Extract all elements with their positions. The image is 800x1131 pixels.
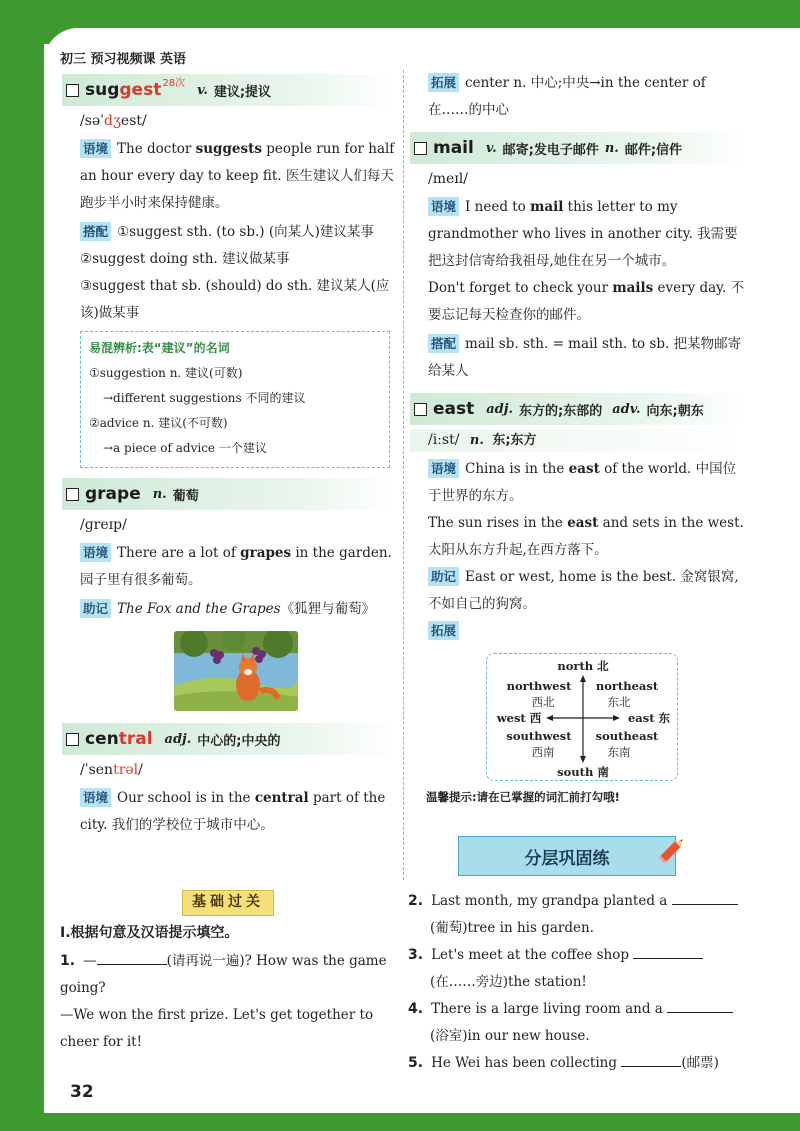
answer-blank-2[interactable] [672, 889, 738, 905]
memo-tag: 助记 [428, 567, 459, 586]
mastery-checkbox-grape[interactable] [66, 488, 79, 501]
reminder-note: 温馨提示:请在已掌握的词汇前打勾哦! [426, 790, 620, 804]
question-2: 2. Last month, my grandpa planted a (葡萄)tree in his garden. [408, 888, 738, 942]
collocation-tag: 搭配 [428, 334, 459, 353]
entry-central-header [62, 723, 396, 755]
collocation-line: ③suggest that sb. (should) do sth. 建议某人(应该)做某事 [80, 278, 390, 321]
compass-south: south 南 [557, 765, 609, 779]
meaning: 葡萄 [172, 488, 199, 504]
context-mail-2: Don't forget to check your mails every day. 不要忘记每天检查你的邮件。 [428, 280, 745, 323]
compass-southeast: southeast [595, 729, 659, 743]
headword-mail: mail [433, 138, 474, 158]
collocation-line: ②suggest doing sth. 建议做某事 [80, 251, 290, 267]
compass-southeast-cn: 东南 [607, 745, 631, 759]
mastery-checkbox-mail[interactable] [414, 142, 427, 155]
context-mail-1: 语境 I need to mail this letter to my grandmother who lives in another city. 我需要把这封信寄给我祖母,她住在另一个城市。 [428, 199, 738, 269]
meaning: 邮寄;发电子邮件 [502, 142, 599, 158]
context-tag: 语境 [80, 543, 111, 562]
level-badge: 基础过关 [182, 890, 274, 916]
phonetic-central: /ˈsentrəl/ [80, 762, 143, 778]
meaning: 中心的;中央的 [197, 733, 281, 749]
memo-east: 助记 East or west, home is the best. 金窝银窝,不如自己的狗窝。 [428, 569, 739, 612]
compass-southwest-cn: 西南 [531, 745, 555, 759]
headword-central: central [85, 729, 153, 749]
mastery-checkbox-central[interactable] [66, 733, 79, 746]
extend-tag: 拓展 [428, 621, 459, 640]
phonetic-suggest: /səˈdʒest/ [80, 113, 147, 129]
mastery-checkbox-suggest[interactable] [66, 84, 79, 97]
compass-northeast: northeast [595, 679, 659, 693]
tip-line: →different suggestions 不同的建议 [103, 391, 306, 405]
compass-northeast-cn: 东北 [607, 695, 631, 709]
collocation-suggest: 搭配 ①suggest sth. (to sb.) (向某人)建议某事 [62, 219, 396, 246]
phonetic-grape: /ɡreɪp/ [80, 517, 127, 533]
answer-blank-3[interactable] [633, 943, 703, 959]
tip-line: ②advice n. 建议(不可数) [89, 416, 228, 430]
question-5: 5. He Wei has been collecting (邮票) [408, 1050, 738, 1077]
context-east-1: 语境 China is in the east of the world. 中国位于世界的东方。 [428, 461, 737, 504]
compass-diagram [486, 653, 678, 781]
context-tag: 语境 [428, 459, 459, 478]
part-of-speech: v. [485, 140, 497, 156]
answer-blank-5[interactable] [621, 1051, 681, 1067]
meaning: 邮件;信件 [624, 142, 683, 158]
entry-grape-header [62, 478, 396, 510]
left-column [62, 74, 396, 839]
meaning: 建议;提议 [213, 84, 272, 100]
context-suggest: 语境 The doctor suggests people run for half an hour every day to keep fit. 医生建议人们每天跑步半小时来保持健康。 [80, 141, 395, 211]
collocation-mail: 搭配 mail sb. sth. = mail sth. to sb. 把某物邮寄给某人 [428, 336, 742, 379]
tip-title: 易混辨析:表“建议”的名词 [89, 341, 230, 355]
compass-west: west 西 [496, 711, 542, 725]
answer-blank-4[interactable] [667, 997, 733, 1013]
tip-line: →a piece of advice 一个建议 [103, 441, 267, 455]
fox-and-grapes-illustration [174, 631, 298, 711]
context-east-2: The sun rises in the east and sets in the west. 太阳从东方升起,在西方落下。 [428, 515, 744, 558]
page-frame-bottom [0, 1113, 800, 1131]
page-number: 32 [70, 1082, 94, 1102]
extend-east [410, 618, 746, 645]
phonetic-east: /iːst/ n. 东;东方 [410, 429, 746, 452]
page-header: 初三 预习视频课 英语 [60, 52, 187, 67]
meaning: 向东;朝东 [646, 403, 704, 419]
question-3: 3. Let's meet at the coffee shop (在……旁边)the station! [408, 942, 738, 996]
column-divider [403, 70, 404, 880]
section-title: Ⅰ.根据句意及汉语提示填空。 [60, 925, 239, 941]
compass-east: east 东 [627, 711, 671, 725]
context-central: 语境 Our school is in the central part of the city. 我们的学校位于城市中心。 [80, 790, 386, 833]
extend-center: 拓展 center n. 中心;中央→in the center of 在……的中心 [428, 75, 706, 118]
tip-line: ①suggestion n. 建议(可数) [89, 366, 243, 380]
part-of-speech: adj. [486, 401, 513, 417]
memo-tag: 助记 [80, 599, 111, 618]
context-tag: 语境 [428, 197, 459, 216]
question-1: 1. — (请再说一遍)? How was the game going? —We won the first prize. Let's get together to cheer for it! [60, 948, 392, 1056]
headword-suggest: suggest [85, 80, 162, 100]
memo-grape: 助记 The Fox and the Grapes《狐狸与葡萄》 [62, 596, 396, 623]
part-of-speech: n. [152, 486, 167, 502]
context-tag: 语境 [80, 788, 111, 807]
compass-northwest-cn: 西北 [531, 695, 555, 709]
context-tag: 语境 [80, 139, 111, 158]
frequency-badge: 28次 [162, 77, 186, 89]
answer-blank-1[interactable] [97, 949, 167, 965]
part-of-speech: v. [197, 82, 208, 98]
meaning: 东方的;东部的 [519, 403, 603, 419]
entry-east-header [410, 393, 746, 425]
right-column [410, 70, 746, 805]
part-of-speech: adv. [612, 401, 641, 417]
compass-southwest: southwest [506, 729, 572, 743]
context-grape: 语境 There are a lot of grapes in the garden. 园子里有很多葡萄。 [80, 545, 392, 588]
compass-northwest: northwest [506, 679, 572, 693]
phonetic-mail: /meɪl/ [428, 171, 468, 187]
part-of-speech: n. [604, 140, 619, 156]
headword-grape: grape [85, 484, 141, 504]
entry-suggest-header [62, 74, 396, 106]
entry-mail-header [410, 132, 746, 164]
pencil-icon [654, 832, 690, 868]
collocation-tag: 搭配 [80, 222, 111, 241]
page-frame-left [0, 0, 44, 1131]
headword-east: east [433, 399, 475, 419]
question-4: 4. There is a large living room and a (浴室)in our new house. [408, 996, 738, 1050]
compass-north: north 北 [557, 659, 609, 673]
mastery-checkbox-east[interactable] [414, 403, 427, 416]
confusion-tip-box [80, 331, 390, 468]
practice-banner: 分层巩固练 [458, 836, 676, 876]
part-of-speech: adj. [164, 731, 192, 747]
extend-tag: 拓展 [428, 73, 459, 92]
